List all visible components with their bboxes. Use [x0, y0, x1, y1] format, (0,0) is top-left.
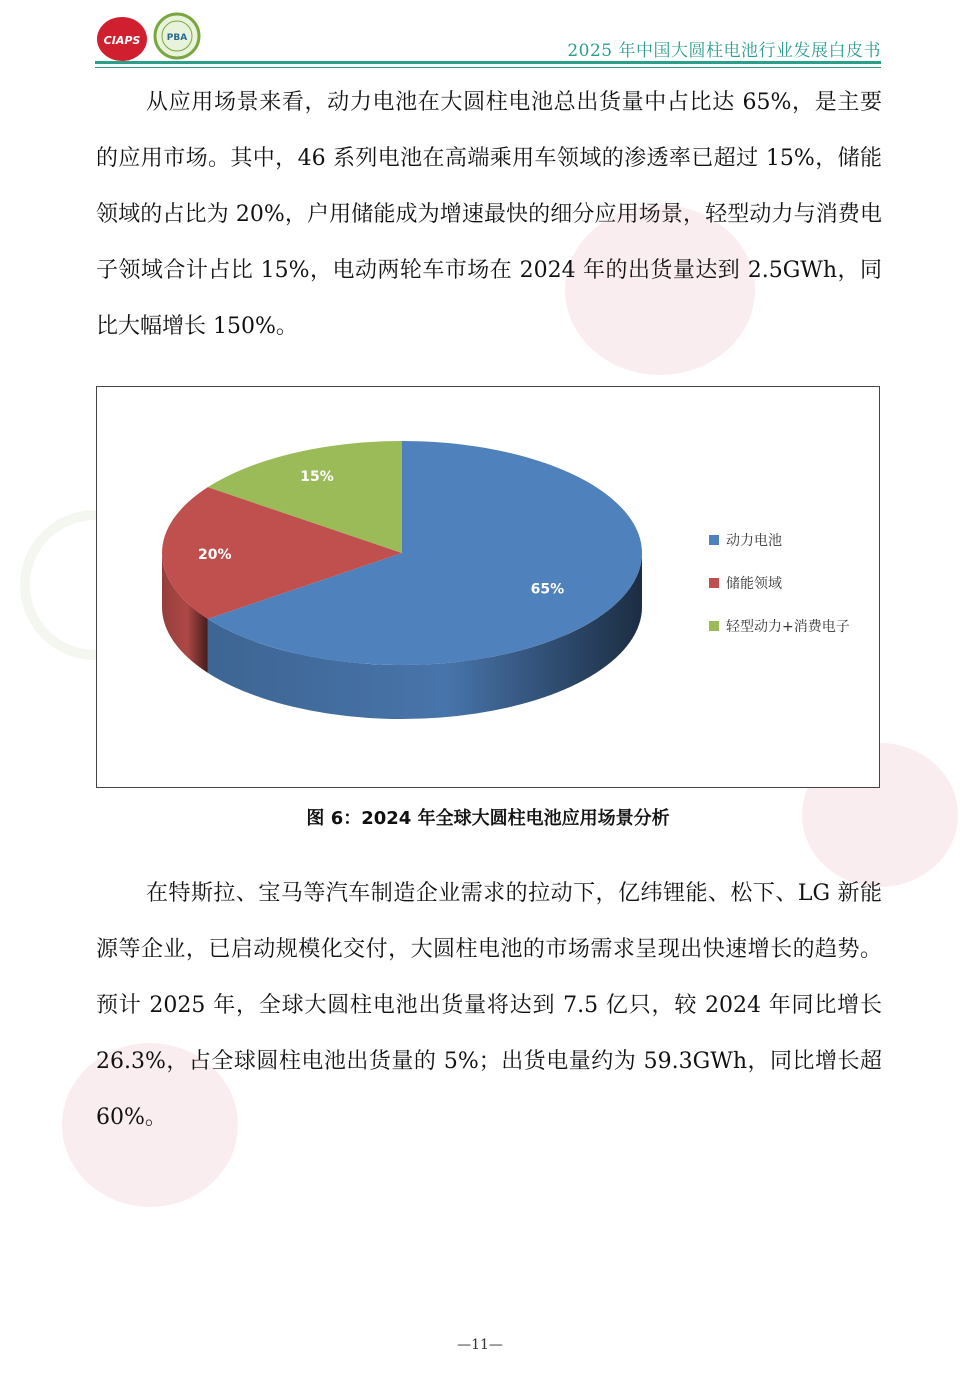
paragraph-application-scenarios: 从应用场景来看，动力电池在大圆柱电池总出货量中占比达 65%，是主要的应用市场。其中，46 系列电池在高端乘用车领域的渗透率已超过 15%，储能领域的占比为 20%，户用储能成为增速最快的细分应用场景，轻型动力与消费电子领域合计占比 15%，电动两轮车市场在 2024 年的出货量达到 2.5GWh，同比大幅增长 150%。: [96, 90, 882, 339]
pie-chart: [97, 387, 879, 787]
paragraph-market-outlook: 在特斯拉、宝马等汽车制造企业需求的拉动下，亿纬锂能、松下、LG 新能源等企业，已启动规模化交付，大圆柱电池的市场需求呈现出快速增长的趋势。预计 2025 年，全球大圆柱电池出货量将达到 7.5 亿只，较 2024 年同比增长 26.3%，占全球圆柱电池出货量的 5%；出货电量约为 59.3GWh，同比增长超 60%。: [96, 881, 882, 1130]
legend-label-1: 储能领域: [726, 576, 782, 592]
figure-caption: 图 6：2024 年全球大圆柱电池应用场景分析: [306, 808, 670, 829]
pie-data-label-0: 65%: [530, 581, 565, 598]
pie-data-label-2: 15%: [300, 469, 334, 486]
legend-swatch-1: [709, 578, 719, 588]
header-title: 2025 年中国大圆柱电池行业发展白皮书: [567, 41, 881, 61]
header-rule: [95, 61, 881, 64]
pba-logo-icon: [153, 12, 201, 60]
ciaps-logo-icon: [95, 14, 149, 64]
page-number: —11—: [457, 1337, 503, 1353]
legend-swatch-0: [709, 535, 719, 545]
pie-data-label-1: 20%: [198, 547, 232, 563]
legend-label-0: 动力电池: [726, 533, 782, 549]
logo-left-text: CIAPS: [103, 34, 141, 47]
legend-swatch-2: [709, 621, 719, 631]
logo-right-text: PBA: [166, 33, 188, 43]
legend-label-2: 轻型动力+消费电子: [726, 619, 850, 635]
header-rule-thin: [95, 67, 881, 68]
figure-frame: [96, 386, 880, 788]
